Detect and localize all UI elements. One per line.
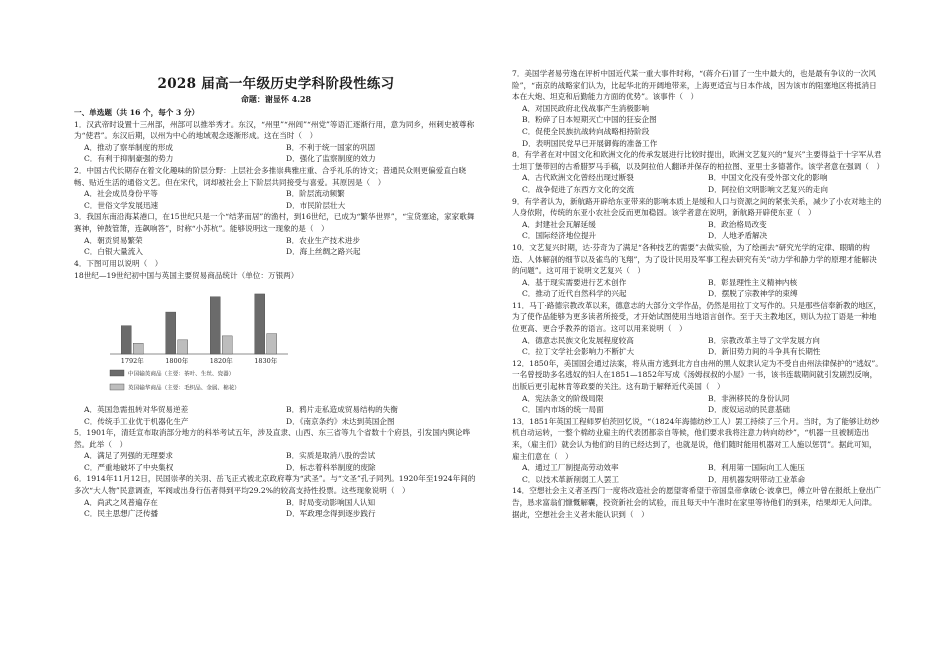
- answer-option: C．严重地破坏了中央集权: [84, 462, 174, 472]
- answer-option: A．对国民政府北伐战事产生消极影响: [522, 103, 649, 113]
- question: [512, 242, 884, 300]
- answer-option: D．强化了监察制度的效力: [286, 154, 376, 164]
- legend-label: 中国输英商品（主要：茶叶、生丝、瓷器）: [128, 371, 235, 378]
- answer-option: D．人地矛盾解决: [708, 231, 768, 241]
- option-group: [512, 219, 884, 242]
- answer-option: D．表明国民党早已开展御侮的准备工作: [522, 138, 658, 148]
- answer-option: A．基于现实需要进行艺术创作: [522, 277, 627, 287]
- answer-option: B．鸦片走私造成贸易结构的失衡: [286, 404, 398, 414]
- question-stem: 5．1901年，清廷宣布取消部分地方的科举考试五年，涉及直隶、山西、东三省等九个省数十个府县，引发国内舆论哗然。此举（ ）: [74, 428, 471, 449]
- left-column: [74, 0, 478, 520]
- question: [512, 358, 884, 416]
- answer-option: A．满足了列强的无理要求: [84, 451, 174, 461]
- answer-option: C．传统手工业优于机器化生产: [84, 416, 189, 426]
- section-heading: 一、单选题（共 16 个，每个 3 分）: [74, 108, 200, 117]
- question-list: [512, 68, 884, 520]
- answer-option: C．国内市场的统一局面: [522, 405, 604, 415]
- question: [74, 119, 478, 165]
- bar: [267, 334, 277, 354]
- answer-option: C．战争促进了东西方文化的交流: [522, 184, 635, 194]
- option-group: [512, 103, 884, 149]
- answer-option: A．古代欧洲文化曾经出现过断裂: [522, 173, 634, 183]
- answer-option: C．国际经济地位提升: [522, 231, 597, 241]
- option-group: [512, 462, 884, 485]
- answer-option: D．用机器发明带动工业革命: [708, 474, 806, 484]
- answer-option: D．废奴运动的民意基础: [708, 405, 791, 415]
- answer-option: A．推动了察举制度的形成: [84, 142, 174, 152]
- question: [512, 300, 884, 358]
- answer-option: A．英国急需扭转对华贸易逆差: [84, 404, 189, 414]
- question: [74, 211, 478, 257]
- answer-option: A．德意志民族文化发展程度较高: [522, 335, 634, 345]
- answer-option: B．彰显理性主义精神内核: [708, 277, 798, 287]
- x-tick-label: 1792年: [120, 356, 144, 365]
- answer-option: C．世俗文学发展迅速: [84, 200, 159, 210]
- question-list: [74, 119, 478, 270]
- answer-option: C．促使全民族抗战转向战略相持阶段: [522, 126, 650, 136]
- question: [74, 427, 478, 473]
- answer-option: B．时局变动影响国人认知: [286, 497, 376, 507]
- answer-option: A．尚武之风普遍存在: [84, 497, 158, 507]
- x-tick-label: 1820年: [209, 356, 233, 365]
- option-group: [512, 172, 884, 195]
- option-group: [512, 393, 884, 416]
- bar: [133, 343, 143, 354]
- answer-option: B．中国文化没有受外部文化的影响: [708, 173, 828, 183]
- question: [74, 258, 478, 270]
- chart-svg: [88, 282, 388, 404]
- question: [512, 68, 884, 149]
- question-stem: 4．下图可用以说明（ ）: [74, 258, 163, 268]
- answer-option: C．以技术革新削弱工人罢工: [522, 474, 619, 484]
- legend-swatch: [110, 384, 124, 390]
- answer-option: B．利用第一国际向工人施压: [708, 463, 805, 473]
- answer-option: C．拉丁文学社会影响力不断扩大: [522, 347, 635, 357]
- x-tick-label: 1800年: [165, 356, 189, 365]
- bar: [210, 297, 220, 354]
- answer-option: A．封建社会瓦解延缓: [522, 219, 596, 229]
- page-title: 2028 届高一年级历史学科阶段性练习: [157, 76, 395, 92]
- bar: [166, 312, 176, 354]
- bar: [222, 336, 232, 354]
- answer-option: D．《南京条约》未达到英国企图: [286, 416, 395, 426]
- bar: [255, 294, 265, 354]
- question-stem: 10．文艺复兴时期，达·芬奇为了满足“各种技艺的需要”去做实验，为了绘画去“研究光学的定律、眼睛的构造、人体解剖的细节以及雀鸟的飞翔”，为了设计民用及军事工程去研究有关“动力学和静力学的原理才能解决的问题”。这可用于说明文艺复兴（ ）: [512, 242, 877, 276]
- trade-bar-chart: [88, 282, 388, 404]
- answer-option: C．推动了近代自然科学的兴起: [522, 289, 627, 299]
- answer-option: B．粉碎了日本短期灭亡中国的狂妄企图: [522, 115, 657, 125]
- answer-option: C．有利于抑制豪强的势力: [84, 154, 174, 164]
- question-stem: 12．1850年，美国国会通过法案，将从南方逃到北方自由州的黑人奴隶认定为不受自由州法律保护的“逃奴”。一名曾授助多名逃奴的妇人在1851—1852年写成《汤姆叔叔的小屋》一书，该书连载期间就引发剧烈反响，出版后更引起林肯等政要的关注。这有助于解释近代美国（ ）: [512, 358, 883, 392]
- answer-option: D．海上丝绸之路兴起: [286, 247, 361, 257]
- question-stem: 2．中国古代长期存在着文化趣味的阶层分野：上层社会多推崇典雅庄重、合乎礼乐的诗文；普通民众则更偏爱直白晓畅、贴近生活的通俗文艺。但在宋代，词却被社会上下阶层共同接受与喜爱。其原因是（ ）: [74, 165, 467, 187]
- answer-option: A．通过工厂制提高劳动效率: [522, 463, 619, 473]
- answer-option: D．军政理念得到逐步践行: [286, 509, 376, 519]
- x-tick-label: 1830年: [254, 356, 278, 365]
- answer-option: B．实质是取消八股的尝试: [286, 451, 376, 461]
- bar: [121, 326, 131, 354]
- answer-option: B．非洲移民的身份认同: [708, 393, 790, 403]
- option-group: [74, 188, 478, 211]
- question-stem: 3．我国东南沿海某港口，在15世纪只是一个“结茅而居”的渔村，到16世纪，已成为“繁华世界”，“宝货塞途，家家歌舞赛神，钟鼓管箫，连飙响答”，时称“小苏杭”。能够说明这一现象的是（ ）: [74, 212, 475, 233]
- question-stem: 8．有学者在对中国文化和欧洲文化的传承发展进行比较时提出，欧洲文艺复兴的“复兴”主要得益于十字军从君士坦丁堡带回的古希腊罗马手稿，以及阿拉伯人翻译并保存的柏拉图、亚里士多德著作。该学者意在强调（ ）: [512, 150, 885, 171]
- question-list: [74, 404, 478, 520]
- bar: [178, 340, 188, 354]
- answer-option: C．民主思想广泛传播: [84, 509, 159, 519]
- question-stem: 9．有学者认为，新航路开辟给东亚带来的影响本质上是缓和人口与资源之间的紧张关系，减少了小农对地主的人身依附，传统的东亚小农社会反而更加稳固。该学者意在说明，新航路开辟使东亚（ ）: [512, 196, 882, 218]
- answer-option: B．不利于统一国家的巩固: [286, 142, 376, 152]
- question-stem: 14．空想社会主义者圣西门一度将改造社会的愿望寄希望于帝国皇帝拿破仑·波拿巴，傅立叶曾在报纸上登出广告，恳求富翁们慷慨解囊，投资新社会的试验，而且每天中午准时在家里等待他们的到来，结果却无人问津。据此，空想社会主义者未能认识到（ ）: [512, 486, 881, 519]
- legend-swatch: [110, 370, 124, 376]
- question-stem: 7．美国学者易劳逸在评析中国近代某一重大事件时称，“(蒋介石)冒了一生中最大的，也是最有争议的一次风险”，“南京的战略家们认为，比起华北的开阔地带来，上海更适宜与日本作战，因为该市的阻塞地区将抵消日本在大炮、坦克和后勤能力方面的优势”。该事件（ ）: [512, 69, 877, 102]
- question-stem: 11．马丁·路德宗教改革以来，德意志的大部分文学作品，仍然是用拉丁文写作的。只是那些信奉新教的地区，为了使作品能够为更多读者所接受，才开始试图使用当地语言创作。至于天主教地区，则认为拉丁语是一种地位更高、更合乎教养的语言。这可以用来说明（ ）: [512, 300, 881, 334]
- question-stem: 6．1914年11月12日，民国崇孝的关羽、岳飞正式被北京政府尊为“武圣”。与“文圣”孔子同列。1920年至1924年间的多次“大人物”民意调查，军阀或出身行伍者得到平均29.2%的较高支持性投票。这些现象说明（ ）: [74, 474, 476, 496]
- option-group: [74, 235, 478, 258]
- question: [512, 196, 884, 242]
- answer-option: A．朝贡贸易繁荣: [84, 235, 143, 245]
- answer-option: B．阶层流动频繁: [286, 189, 345, 199]
- answer-option: D．标志着科举制度的废除: [286, 462, 376, 472]
- question: [74, 473, 478, 519]
- legend-label: 英国输华商品（主要：毛织品、金属、棉花）: [128, 385, 240, 392]
- option-group: [74, 142, 478, 165]
- answer-option: C．白银大量流入: [84, 247, 143, 257]
- answer-option: A．宪法条文的阶级局限: [522, 393, 604, 403]
- page-subtitle: 命题：谢显怀 4.28: [240, 94, 312, 104]
- answer-option: A．社会成员身份平等: [84, 189, 158, 199]
- question-stem: 13．1851年英国工程师罗伯茨回忆说，“（1824年海德纺纱工人）罢工持续了三个月。当时，为了能够让纺纱机自动运转，一整个棉纺业雇主的代表团都亲自等候，他们要求我将注意力转向纺纱”，“机器一旦被制造出来，（雇主们）就会认为他们的目的已经达到了，也就是说，他们随时能用机器对工人施以惩罚”。据此可知，雇主们意在（ ）: [512, 416, 880, 461]
- answer-option: B．政治格局改变: [708, 219, 767, 229]
- answer-option: D．摆脱了宗教神学的束缚: [708, 289, 798, 299]
- answer-option: D．新旧势力间的斗争具有长期性: [708, 347, 821, 357]
- question: [74, 404, 478, 427]
- question: [512, 416, 884, 486]
- option-group: [74, 497, 478, 520]
- question: [74, 165, 478, 211]
- answer-option: B．农业生产技术进步: [286, 235, 360, 245]
- option-group: [512, 277, 884, 300]
- question: [512, 149, 884, 195]
- option-group: [74, 404, 478, 427]
- option-group: [74, 450, 478, 473]
- question-stem: 1．汉武帝时设置十三州部，州部可以推举秀才。东汉，“州里”“州闾”“州党”等语汇逐渐行用，意为同乡，州刺史被尊称为“使君”。东汉后期，以州为中心的地域观念逐渐形成。这在当时（ ）: [74, 119, 475, 141]
- answer-option: B．宗教改革主导了文学发展方向: [708, 335, 820, 345]
- right-column: [512, 68, 884, 520]
- question: [512, 485, 884, 520]
- option-group: [512, 335, 884, 358]
- answer-option: D．阿拉伯文明影响文艺复兴的走向: [708, 184, 828, 194]
- answer-option: D．市民阶层壮大: [286, 200, 346, 210]
- chart-title: 18世纪—19世纪初中国与英国主要贸易商品统计（单位：万银两）: [74, 271, 299, 281]
